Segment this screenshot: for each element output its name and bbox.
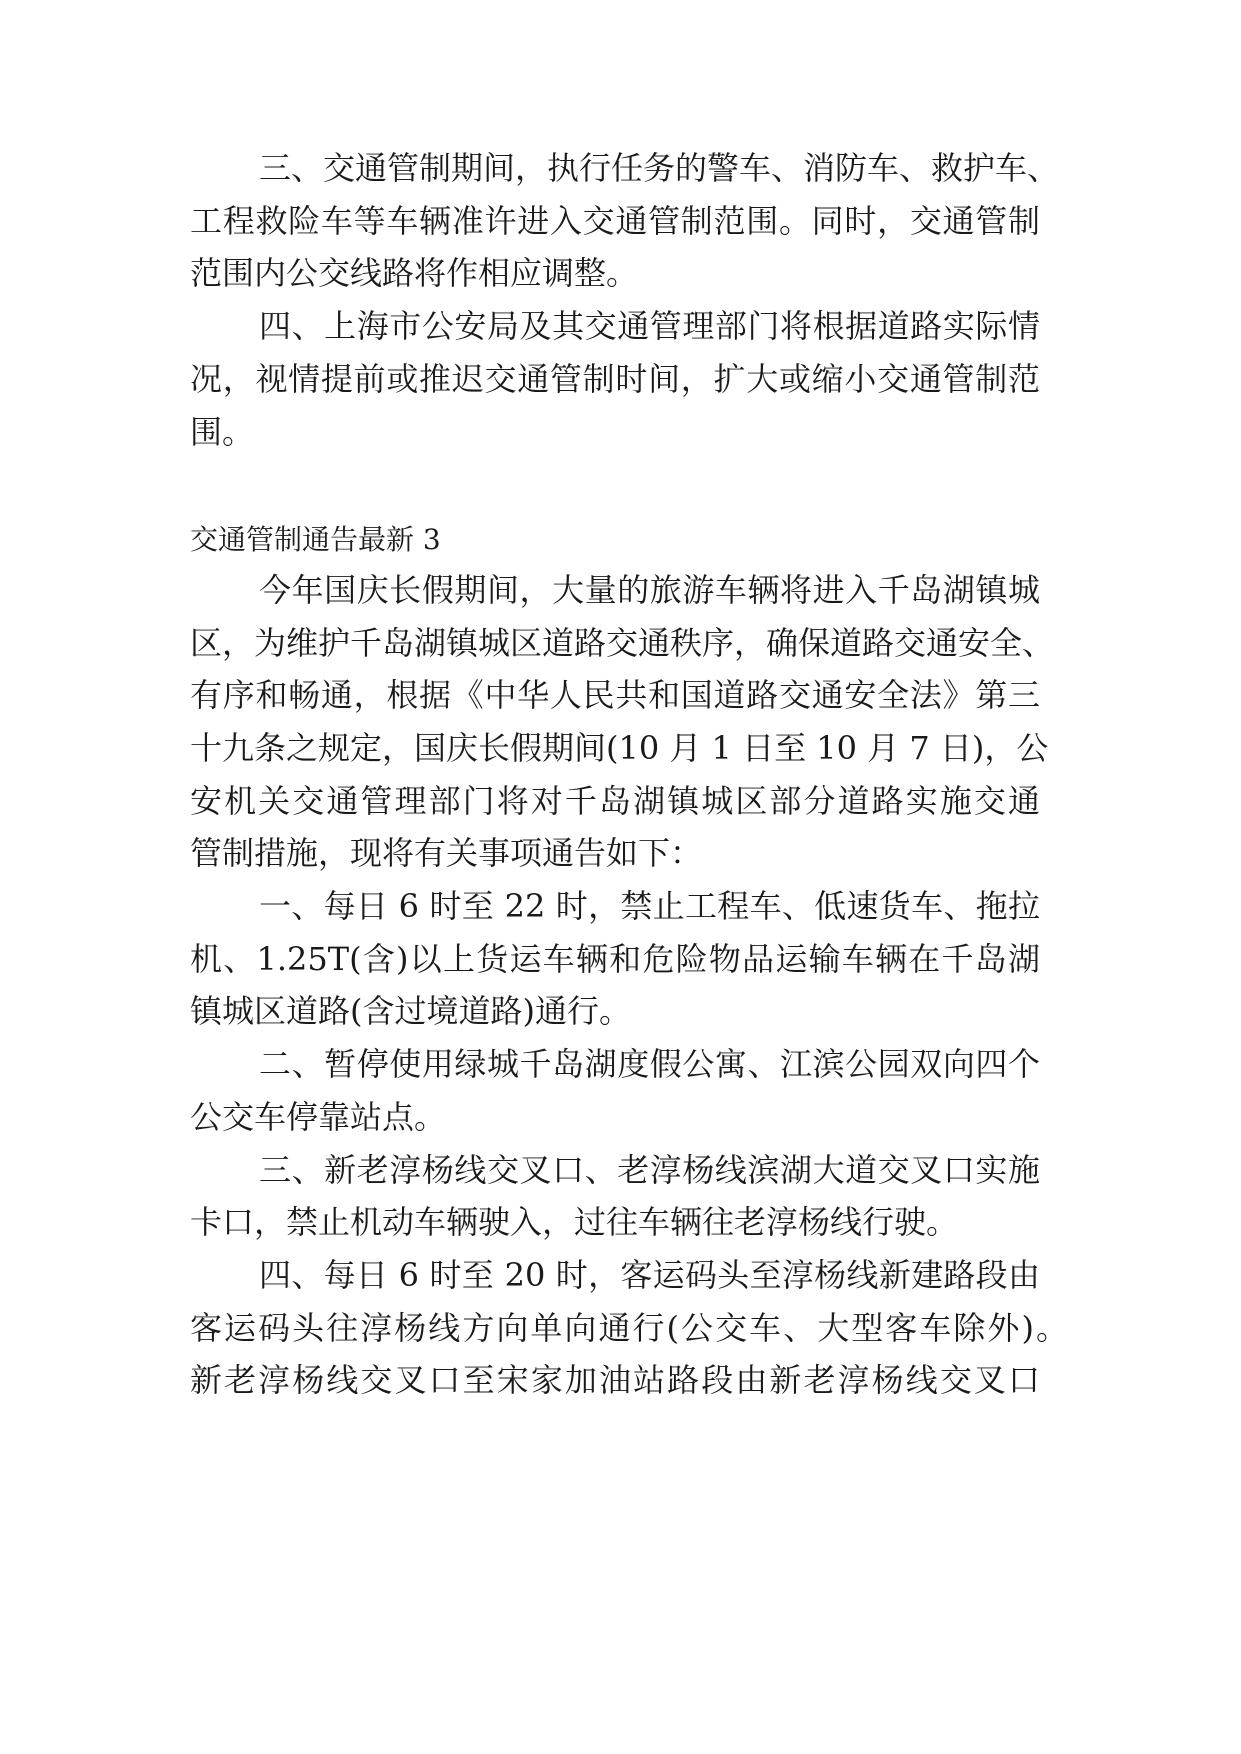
text-line: 二、暂停使用绿城千岛湖度假公寓、江滨公园双向四个: [259, 1045, 1040, 1083]
text-line: 机、1.25T(含)以上货运车辆和危险物品运输车辆在千岛湖: [190, 940, 1040, 978]
text-line: 公交车停靠站点。: [190, 1098, 447, 1136]
text-line: 范围内公交线路将作相应调整。: [190, 254, 639, 292]
text-line: 客运码头往淳杨线方向单向通行(公交车、大型客车除外)。: [190, 1309, 1068, 1347]
text-line: 有序和畅通，根据《中华人民共和国道路交通安全法》第三: [190, 676, 1040, 714]
text-line: 三、交通管制期间，执行任务的警车、消防车、救护车、: [259, 149, 1060, 187]
text-line: 工程救险车等车辆准许进入交通管制范围。同时，交通管制: [190, 202, 1040, 240]
text-line: 卡口，禁止机动车辆驶入，过往车辆往老淳杨线行驶。: [190, 1203, 959, 1241]
text-line: 四、上海市公安局及其交通管理部门将根据道路实际情: [259, 307, 1040, 345]
text-line: 今年国庆长假期间，大量的旅游车辆将进入千岛湖镇城: [259, 571, 1040, 609]
text-line: 安机关交通管理部门将对千岛湖镇城区部分道路实施交通: [190, 782, 1040, 820]
text-line: 一、每日 6 时至 22 时，禁止工程车、低速货车、拖拉: [259, 887, 1040, 925]
text-line: 镇城区道路(含过境道路)通行。: [190, 992, 631, 1030]
text-line: 三、新老淳杨线交叉口、老淳杨线滨湖大道交叉口实施: [259, 1151, 1040, 1189]
text-line: 围。: [190, 413, 255, 451]
text-line: 区，为维护千岛湖镇城区道路交通秩序，确保道路交通安全、: [190, 624, 1055, 662]
text-line: 四、每日 6 时至 20 时，客运码头至淳杨线新建路段由: [259, 1256, 1040, 1294]
text-line: 况，视情提前或推迟交通管制时间，扩大或缩小交通管制范: [190, 360, 1040, 398]
text-line: 新老淳杨线交叉口至宋家加油站路段由新老淳杨线交叉口: [190, 1361, 1040, 1399]
section-title: 交通管制通告最新 3: [190, 523, 441, 556]
text-line: 管制措施，现将有关事项通告如下：: [190, 834, 703, 872]
text-line: 十九条之规定，国庆长假期间(10 月 1 日至 10 月 7 日)，公: [190, 729, 1049, 767]
